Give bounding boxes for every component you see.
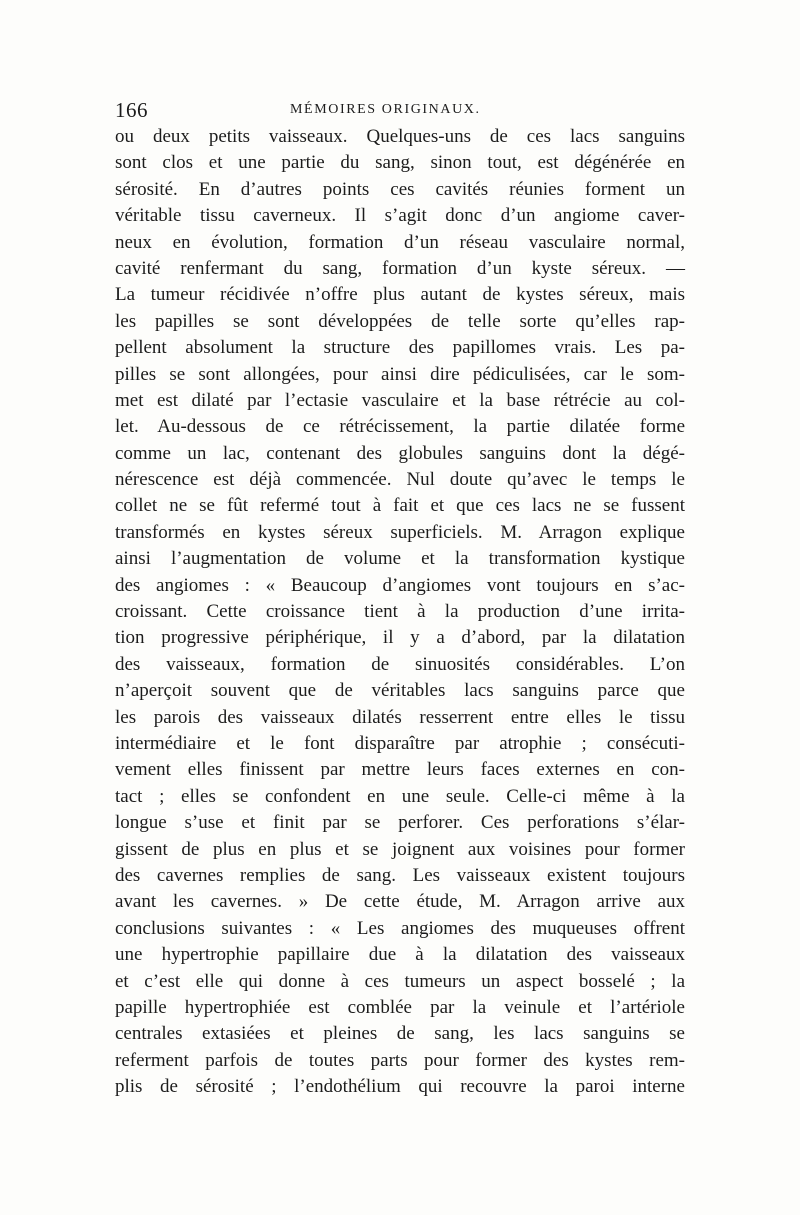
text-line: véritable tissu caverneux. Il s’agit donc d’un angiome caver-	[115, 205, 685, 227]
text-line: des vaisseaux, formation de sinuosités considérables. L’on	[115, 653, 685, 675]
text-line: les parois des vaisseaux dilatés resserrent entre elles le tissu	[115, 706, 685, 728]
text-line: croissant. Cette croissance tient à la production d’une irrita-	[115, 601, 685, 623]
body-text	[115, 124, 685, 1100]
text-line: transformés en kystes séreux superficiels. M. Arragon explique	[115, 521, 685, 543]
text-line: nérescence est déjà commencée. Nul doute qu’avec le temps le	[115, 469, 685, 491]
text-line: longue s’use et finit par se perforer. Ces perforations s’élar-	[115, 812, 685, 834]
text-line: tion progressive périphérique, il y a d’abord, par la dilatation	[115, 627, 685, 649]
text-line: pellent absolument la structure des papillomes vrais. Les pa-	[115, 337, 685, 359]
text-line: met est dilaté par l’ectasie vasculaire et la base rétrécie au col-	[115, 389, 685, 411]
text-line: sérosité. En d’autres points ces cavités réunies forment un	[115, 178, 685, 200]
text-line: ou deux petits vaisseaux. Quelques-uns de ces lacs sanguins	[115, 126, 685, 147]
text-line: referment parfois de toutes parts pour former des kystes rem-	[115, 1049, 685, 1071]
text-line: neux en évolution, formation d’un réseau vasculaire normal,	[115, 231, 685, 253]
text-line: La tumeur récidivée n’offre plus autant de kystes séreux, mais	[115, 284, 685, 306]
text-line: des angiomes : « Beaucoup d’angiomes vont toujours en s’ac-	[115, 574, 685, 596]
page-number: 166	[115, 98, 148, 122]
text-line: avant les cavernes. » De cette étude, M. Arragon arrive aux	[115, 891, 685, 913]
text-line: les papilles se sont développées de telle sorte qu’elles rap-	[115, 310, 685, 332]
text-line: et c’est elle qui donne à ces tumeurs un aspect bosselé ; la	[115, 970, 685, 992]
text-line: conclusions suivantes : « Les angiomes des muqueuses offrent	[115, 917, 685, 939]
text-line: n’aperçoit souvent que de véritables lacs sanguins parce que	[115, 680, 685, 702]
running-head	[115, 98, 685, 124]
running-title: MÉMOIRES ORIGINAUX.	[290, 102, 481, 117]
text-line: pilles se sont allongées, pour ainsi dire pédiculisées, car le som-	[115, 363, 685, 385]
text-line: cavité renfermant du sang, formation d’un kyste séreux. —	[115, 257, 685, 279]
text-line: ainsi l’augmentation de volume et la transformation kystique	[115, 548, 685, 570]
text-line: intermédiaire et le font disparaître par atrophie ; consécuti-	[115, 732, 685, 754]
text-line: centrales extasiées et pleines de sang, les lacs sanguins se	[115, 1023, 685, 1045]
text-line: plis de sérosité ; l’endothélium qui recouvre la paroi interne	[115, 1076, 685, 1098]
text-line: tact ; elles se confondent en une seule. Celle-ci même à la	[115, 785, 685, 807]
text-line: sont clos et une partie du sang, sinon tout, est dégénérée en	[115, 152, 685, 174]
text-line: papille hypertrophiée est comblée par la veinule et l’artériole	[115, 996, 685, 1018]
text-line: comme un lac, contenant des globules sanguins dont la dégé-	[115, 442, 685, 464]
text-line: vement elles finissent par mettre leurs faces externes en con-	[115, 759, 685, 781]
text-line: des cavernes remplies de sang. Les vaisseaux existent toujours	[115, 864, 685, 886]
text-line: gissent de plus en plus et se joignent aux voisines pour former	[115, 838, 685, 860]
text-line: une hypertrophie papillaire due à la dilatation des vaisseaux	[115, 944, 685, 966]
text-line: collet ne se fût refermé tout à fait et que ces lacs ne se fussent	[115, 495, 685, 517]
text-line: let. Au-dessous de ce rétrécissement, la partie dilatée forme	[115, 416, 685, 438]
